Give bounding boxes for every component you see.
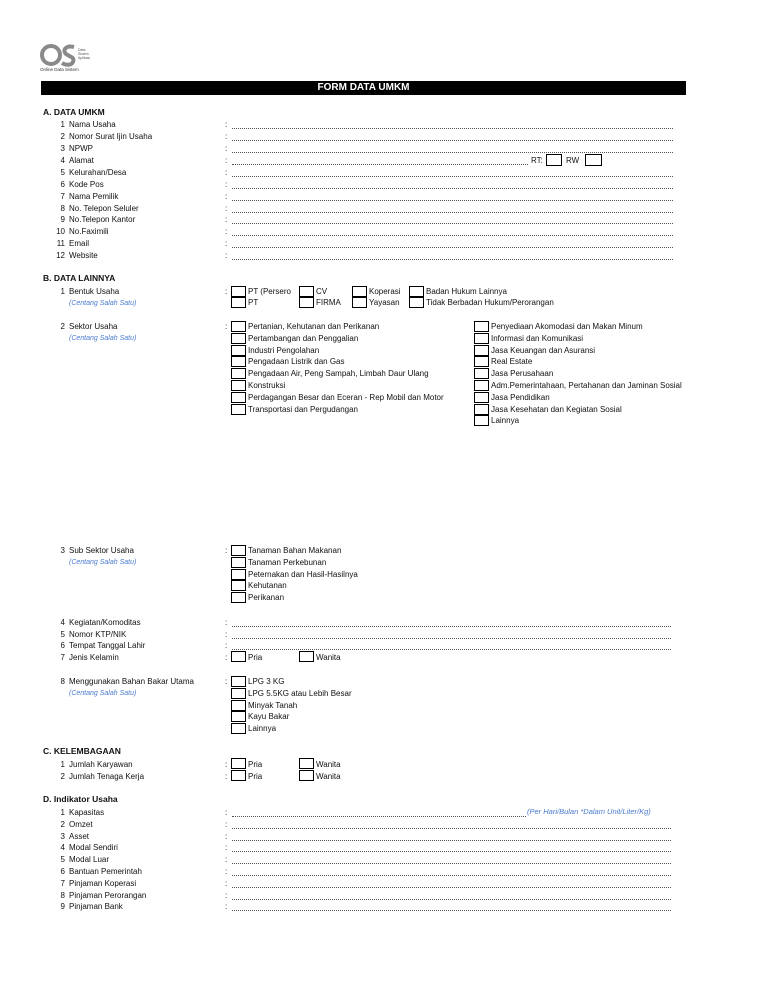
indikator-9-label: Pinjaman Bank [69, 902, 123, 912]
indikator-7-label: Pinjaman Koperasi [69, 878, 137, 888]
indikator-1-label: Kapasitas [69, 808, 105, 817]
sektor-right-checkbox-3[interactable] [474, 345, 489, 356]
sektor-left-checkbox-8[interactable] [231, 404, 246, 415]
umkm-field-4-colon: : [225, 156, 228, 165]
sektor-right-checkbox-6[interactable] [474, 380, 489, 391]
sektor-left-checkbox-5[interactable] [231, 368, 246, 379]
kelembagaan-1-colon: : [225, 760, 228, 769]
umkm-field-8-label: No. Telepon Seluler [69, 204, 139, 213]
umkm-field-1-input[interactable] [232, 128, 673, 129]
kegiatan-field-colon: : [225, 618, 228, 627]
sektor-right-option-3: Jasa Keuangan dan Asuransi [491, 345, 596, 355]
sektor-left-option-1: Pertanian, Kehutanan dan Perikanan [248, 322, 380, 331]
umkm-field-1-no: 1 [60, 120, 65, 129]
section-c-heading: C. KELEMBAGAAN [43, 746, 121, 756]
umkm-field-6-colon: : [225, 180, 228, 189]
indikator-6-no: 6 [60, 867, 65, 876]
sektor-right-option-1: Penyediaan Akomodasi dan Makan Minum [491, 322, 643, 331]
indikator-7-colon: : [225, 878, 228, 888]
sub-sektor-option-2: Tanaman Perkebunan [248, 557, 327, 567]
umkm-field-3-no: 3 [60, 144, 65, 153]
logo [40, 42, 100, 74]
kelembagaan-2-wanita-checkbox[interactable] [299, 770, 314, 781]
umkm-field-6-no: 6 [60, 180, 65, 189]
sektor-right-option-4: Real Estate [491, 357, 533, 367]
umkm-field-4-label: Alamat [69, 156, 94, 165]
kegiatan-field-label: Kegiatan/Komoditas [69, 618, 141, 627]
bahan-bakar-no: 8 [60, 677, 65, 686]
indikator-9-no: 9 [60, 902, 65, 912]
umkm-field-4-input[interactable] [232, 164, 528, 165]
kelembagaan-1-pria-checkbox[interactable] [231, 758, 246, 769]
indikator-1-no: 1 [60, 808, 65, 817]
indikator-9-colon: : [225, 902, 228, 912]
umkm-field-12-input[interactable] [232, 259, 673, 260]
sektor-right-checkbox-2[interactable] [474, 333, 489, 344]
indikator-6-input[interactable] [232, 875, 671, 876]
section-b-heading: B. DATA LAINNYA [43, 273, 116, 283]
sektor-right-option-2: Informasi dan Komunikasi [491, 333, 584, 343]
sektor-right-checkbox-5[interactable] [474, 368, 489, 379]
bentuk-checkbox-5[interactable] [231, 297, 246, 308]
sektor-left-checkbox-1[interactable] [231, 321, 246, 332]
umkm-field-5-colon: : [225, 168, 228, 177]
indikator-5-no: 5 [60, 855, 65, 865]
indikator-7-no: 7 [60, 878, 65, 888]
bentuk-option-7: Yayasan [369, 298, 400, 307]
sektor-right-option-7: Jasa Pendidikan [491, 392, 550, 402]
sektor-left-option-2: Pertambangan dan Penggalian [248, 333, 359, 343]
ktp-field-colon: : [225, 630, 228, 639]
umkm-field-12-label: Website [69, 251, 98, 260]
sektor-left-option-6: Konstruksi [248, 381, 286, 390]
rw-label: RW [566, 156, 580, 165]
bentuk-hint: (Centang Salah Satu) [69, 300, 137, 307]
bahan-bakar-option-4: Kayu Bakar [248, 712, 290, 722]
umkm-field-9-label: No.Telepon Kantor [69, 215, 136, 224]
umkm-field-3-label: NPWP [69, 144, 93, 153]
umkm-field-7-label: Nama Pemilik [69, 192, 119, 201]
bentuk-colon: : [225, 287, 228, 296]
ttl-field-input[interactable] [232, 649, 671, 650]
umkm-field-9-no: 9 [60, 215, 65, 224]
umkm-field-8-input[interactable] [232, 212, 673, 213]
indikator-2-colon: : [225, 819, 228, 829]
rt-input[interactable] [546, 154, 562, 166]
kelamin-wanita-checkbox[interactable] [299, 651, 314, 662]
umkm-field-11-label: Email [69, 239, 90, 248]
umkm-field-9-colon: : [225, 215, 228, 224]
kelembagaan-1-wanita-label: Wanita [316, 760, 341, 769]
logo-small-2: Sistem [78, 52, 89, 56]
umkm-field-9-input[interactable] [232, 223, 673, 224]
logo-small-3: Aplikasi [78, 56, 91, 60]
umkm-field-2-input[interactable] [232, 140, 673, 141]
logo-small-1: Data [78, 48, 86, 52]
kelembagaan-2-pria-label: Pria [248, 772, 263, 781]
umkm-field-4-no: 4 [60, 156, 65, 165]
umkm-field-3-input[interactable] [232, 152, 673, 153]
umkm-field-10-input[interactable] [232, 235, 673, 236]
kelembagaan-2-label: Jumlah Tenaga Kerja [69, 772, 145, 781]
sub-sektor-hint: (Centang Salah Satu) [69, 559, 137, 566]
sub-sektor-option-1: Tanaman Bahan Makanan [248, 546, 342, 555]
section-a-heading: A. DATA UMKM [43, 107, 105, 117]
bahan-bakar-checkbox-4[interactable] [231, 711, 246, 722]
umkm-field-2-no: 2 [60, 132, 65, 141]
rw-input[interactable] [585, 154, 602, 166]
umkm-field-5-label: Kelurahan/Desa [69, 168, 127, 177]
bahan-bakar-option-5: Lainnya [248, 724, 277, 734]
section-d-heading: D. Indikator Usaha [43, 794, 118, 804]
indikator-5-input[interactable] [232, 863, 671, 864]
bentuk-checkbox-4[interactable] [409, 286, 424, 297]
sektor-right-option-9: Lainnya [491, 416, 520, 426]
indikator-4-no: 4 [60, 843, 65, 853]
sektor-label: Sektor Usaha [69, 322, 118, 331]
umkm-field-1-colon: : [225, 120, 228, 129]
bentuk-checkbox-8[interactable] [409, 297, 424, 308]
sub-sektor-option-4: Kehutanan [248, 581, 287, 591]
indikator-5-label: Modal Luar [69, 855, 110, 865]
sub-sektor-no: 3 [60, 546, 65, 555]
sektor-colon: : [225, 322, 228, 331]
form-title: FORM DATA UMKM [41, 81, 686, 95]
sektor-no: 2 [60, 322, 65, 331]
bahan-bakar-checkbox-3[interactable] [231, 700, 246, 711]
kegiatan-field-input[interactable] [232, 626, 671, 627]
kegiatan-field-no: 4 [60, 618, 65, 627]
bentuk-option-5: PT [248, 298, 259, 307]
kelembagaan-2-wanita-label: Wanita [316, 772, 341, 781]
ktp-field-input[interactable] [232, 638, 671, 639]
indikator-1-colon: : [225, 808, 228, 817]
sektor-left-checkbox-7[interactable] [231, 392, 246, 403]
kelamin-pria-label: Pria [248, 653, 263, 662]
bahan-bakar-checkbox-2[interactable] [231, 688, 246, 699]
sub-sektor-checkbox-4[interactable] [231, 580, 246, 591]
kelembagaan-2-pria-checkbox[interactable] [231, 770, 246, 781]
kelamin-label: Jenis Kelamin [69, 653, 119, 662]
sektor-left-option-7: Perdagangan Besar dan Eceran - Rep Mobil dan Motor [248, 392, 444, 402]
bahan-bakar-option-1: LPG 3 KG [248, 677, 285, 686]
umkm-field-1-label: Nama Usaha [69, 120, 116, 129]
sektor-left-checkbox-6[interactable] [231, 380, 246, 391]
sub-sektor-label: Sub Sektor Usaha [69, 546, 134, 555]
bahan-bakar-option-2: LPG 5.5KG atau Lebih Besar [248, 688, 352, 698]
indikator-4-input[interactable] [232, 851, 671, 852]
bentuk-label: Bentuk Usaha [69, 287, 120, 296]
sub-sektor-checkbox-2[interactable] [231, 557, 246, 568]
indikator-3-input[interactable] [232, 840, 671, 841]
bentuk-option-8: Tidak Berbadan Hukum/Perorangan [426, 298, 554, 307]
bahan-bakar-option-3: Minyak Tanah [248, 700, 298, 710]
sektor-left-checkbox-4[interactable] [231, 356, 246, 367]
indikator-5-colon: : [225, 855, 228, 865]
umkm-field-10-label: No.Faximili [69, 227, 109, 236]
indikator-4-label: Modal Sendiri [69, 843, 118, 853]
indikator-3-label: Asset [69, 831, 90, 841]
sektor-left-option-3: Industri Pengolahan [248, 345, 320, 355]
bahan-bakar-label: Menggunakan Bahan Bakar Utama [69, 677, 194, 686]
logo-tagline: Online Data Sistem [40, 67, 79, 72]
sektor-left-checkbox-3[interactable] [231, 345, 246, 356]
sektor-right-checkbox-9[interactable] [474, 415, 489, 426]
ttl-field-colon: : [225, 641, 228, 650]
umkm-field-7-colon: : [225, 192, 228, 201]
indikator-8-input[interactable] [232, 899, 671, 900]
bahan-bakar-hint: (Centang Salah Satu) [69, 690, 137, 697]
bentuk-option-4: Badan Hukum Lainnya [426, 287, 507, 296]
bentuk-checkbox-1[interactable] [231, 286, 246, 297]
kelembagaan-1-label: Jumlah Karyawan [69, 760, 133, 769]
sektor-right-checkbox-8[interactable] [474, 404, 489, 415]
umkm-field-11-input[interactable] [232, 247, 673, 248]
indikator-9-input[interactable] [232, 910, 671, 911]
indikator-8-colon: : [225, 890, 228, 900]
bentuk-checkbox-6[interactable] [299, 297, 314, 308]
umkm-field-12-colon: : [225, 251, 228, 260]
kelembagaan-1-no: 1 [60, 760, 65, 769]
indikator-2-label: Omzet [69, 819, 93, 829]
umkm-field-3-colon: : [225, 144, 228, 153]
sektor-right-option-8: Jasa Kesehatan dan Kegiatan Sosial [491, 404, 622, 414]
indikator-7-input[interactable] [232, 887, 671, 888]
umkm-field-8-no: 8 [60, 204, 65, 213]
indikator-6-colon: : [225, 867, 228, 876]
bentuk-checkbox-7[interactable] [352, 297, 367, 308]
bentuk-no: 1 [60, 287, 65, 296]
sektor-left-option-5: Pengadaan Air, Peng Sampah, Limbah Daur Ulang [248, 369, 429, 379]
umkm-field-10-no: 10 [56, 227, 65, 236]
sub-sektor-option-5: Perikanan [248, 593, 285, 603]
indikator-1-input[interactable] [232, 816, 526, 817]
umkm-field-12-no: 12 [56, 251, 65, 260]
bentuk-option-1: PT (Persero [248, 287, 291, 296]
sub-sektor-checkbox-1[interactable] [231, 545, 246, 556]
indikator-8-no: 8 [60, 890, 65, 900]
kelamin-colon: : [225, 653, 228, 662]
indikator-3-no: 3 [60, 831, 65, 841]
ttl-field-no: 6 [60, 641, 65, 650]
logo-mark-icon [40, 42, 100, 68]
sub-sektor-checkbox-3[interactable] [231, 569, 246, 580]
sub-sektor-option-3: Peternakan dan Hasil-Hasilnya [248, 569, 358, 579]
indikator-2-no: 2 [60, 819, 65, 829]
ttl-field-label: Tempat Tanggal Lahir [69, 641, 146, 650]
kelembagaan-1-wanita-checkbox[interactable] [299, 758, 314, 769]
indikator-8-label: Pinjaman Perorangan [69, 890, 147, 900]
sektor-right-checkbox-7[interactable] [474, 392, 489, 403]
kelamin-wanita-label: Wanita [316, 653, 341, 662]
indikator-3-colon: : [225, 831, 228, 841]
sektor-left-option-8: Transportasi dan Pergudangan [248, 404, 358, 414]
bentuk-option-6: FIRMA [316, 298, 341, 307]
umkm-field-8-colon: : [225, 204, 228, 213]
umkm-field-11-colon: : [225, 239, 228, 248]
bahan-bakar-checkbox-5[interactable] [231, 723, 246, 734]
bentuk-option-3: Koperasi [369, 287, 401, 296]
ktp-field-no: 5 [60, 630, 65, 639]
sektor-right-checkbox-1[interactable] [474, 321, 489, 332]
umkm-field-11-no: 11 [56, 239, 65, 248]
umkm-field-7-no: 7 [60, 192, 65, 201]
umkm-field-5-input[interactable] [232, 176, 673, 177]
rt-label: RT: [531, 156, 543, 165]
sub-sektor-checkbox-5[interactable] [231, 592, 246, 603]
kapasitas-note: (Per Hari/Bulan *Dalam Unit/Liter/Kg) [527, 807, 651, 816]
sektor-right-option-5: Jasa Perusahaan [491, 369, 554, 379]
kelamin-no: 7 [60, 653, 65, 662]
bentuk-checkbox-2[interactable] [299, 286, 314, 297]
sektor-right-checkbox-4[interactable] [474, 356, 489, 367]
sektor-left-option-4: Pengadaan Listrik dan Gas [248, 357, 345, 367]
umkm-field-10-colon: : [225, 227, 228, 236]
umkm-field-2-colon: : [225, 132, 228, 141]
umkm-field-6-label: Kode Pos [69, 180, 104, 189]
indikator-6-label: Bantuan Pemerintah [69, 867, 142, 876]
indikator-4-colon: : [225, 843, 228, 853]
sub-sektor-colon: : [225, 546, 228, 555]
bentuk-checkbox-3[interactable] [352, 286, 367, 297]
bahan-bakar-colon: : [225, 677, 228, 686]
sektor-left-checkbox-2[interactable] [231, 333, 246, 344]
bahan-bakar-checkbox-1[interactable] [231, 676, 246, 687]
sektor-right-option-6: Adm.Pemerintahaan, Pertahanan dan Jaminan Sosial [491, 381, 682, 390]
bentuk-option-2: CV [316, 287, 328, 296]
indikator-2-input[interactable] [232, 828, 671, 829]
umkm-field-2-label: Nomor Surat Ijin Usaha [69, 132, 153, 141]
kelamin-pria-checkbox[interactable] [231, 651, 246, 662]
umkm-field-5-no: 5 [60, 168, 65, 177]
umkm-field-6-input[interactable] [232, 188, 673, 189]
kelembagaan-2-colon: : [225, 772, 228, 781]
sektor-hint: (Centang Salah Satu) [69, 335, 137, 342]
kelembagaan-2-no: 2 [60, 772, 65, 781]
ktp-field-label: Nomor KTP/NIK [69, 630, 127, 639]
kelembagaan-1-pria-label: Pria [248, 760, 263, 769]
umkm-field-7-input[interactable] [232, 200, 673, 201]
